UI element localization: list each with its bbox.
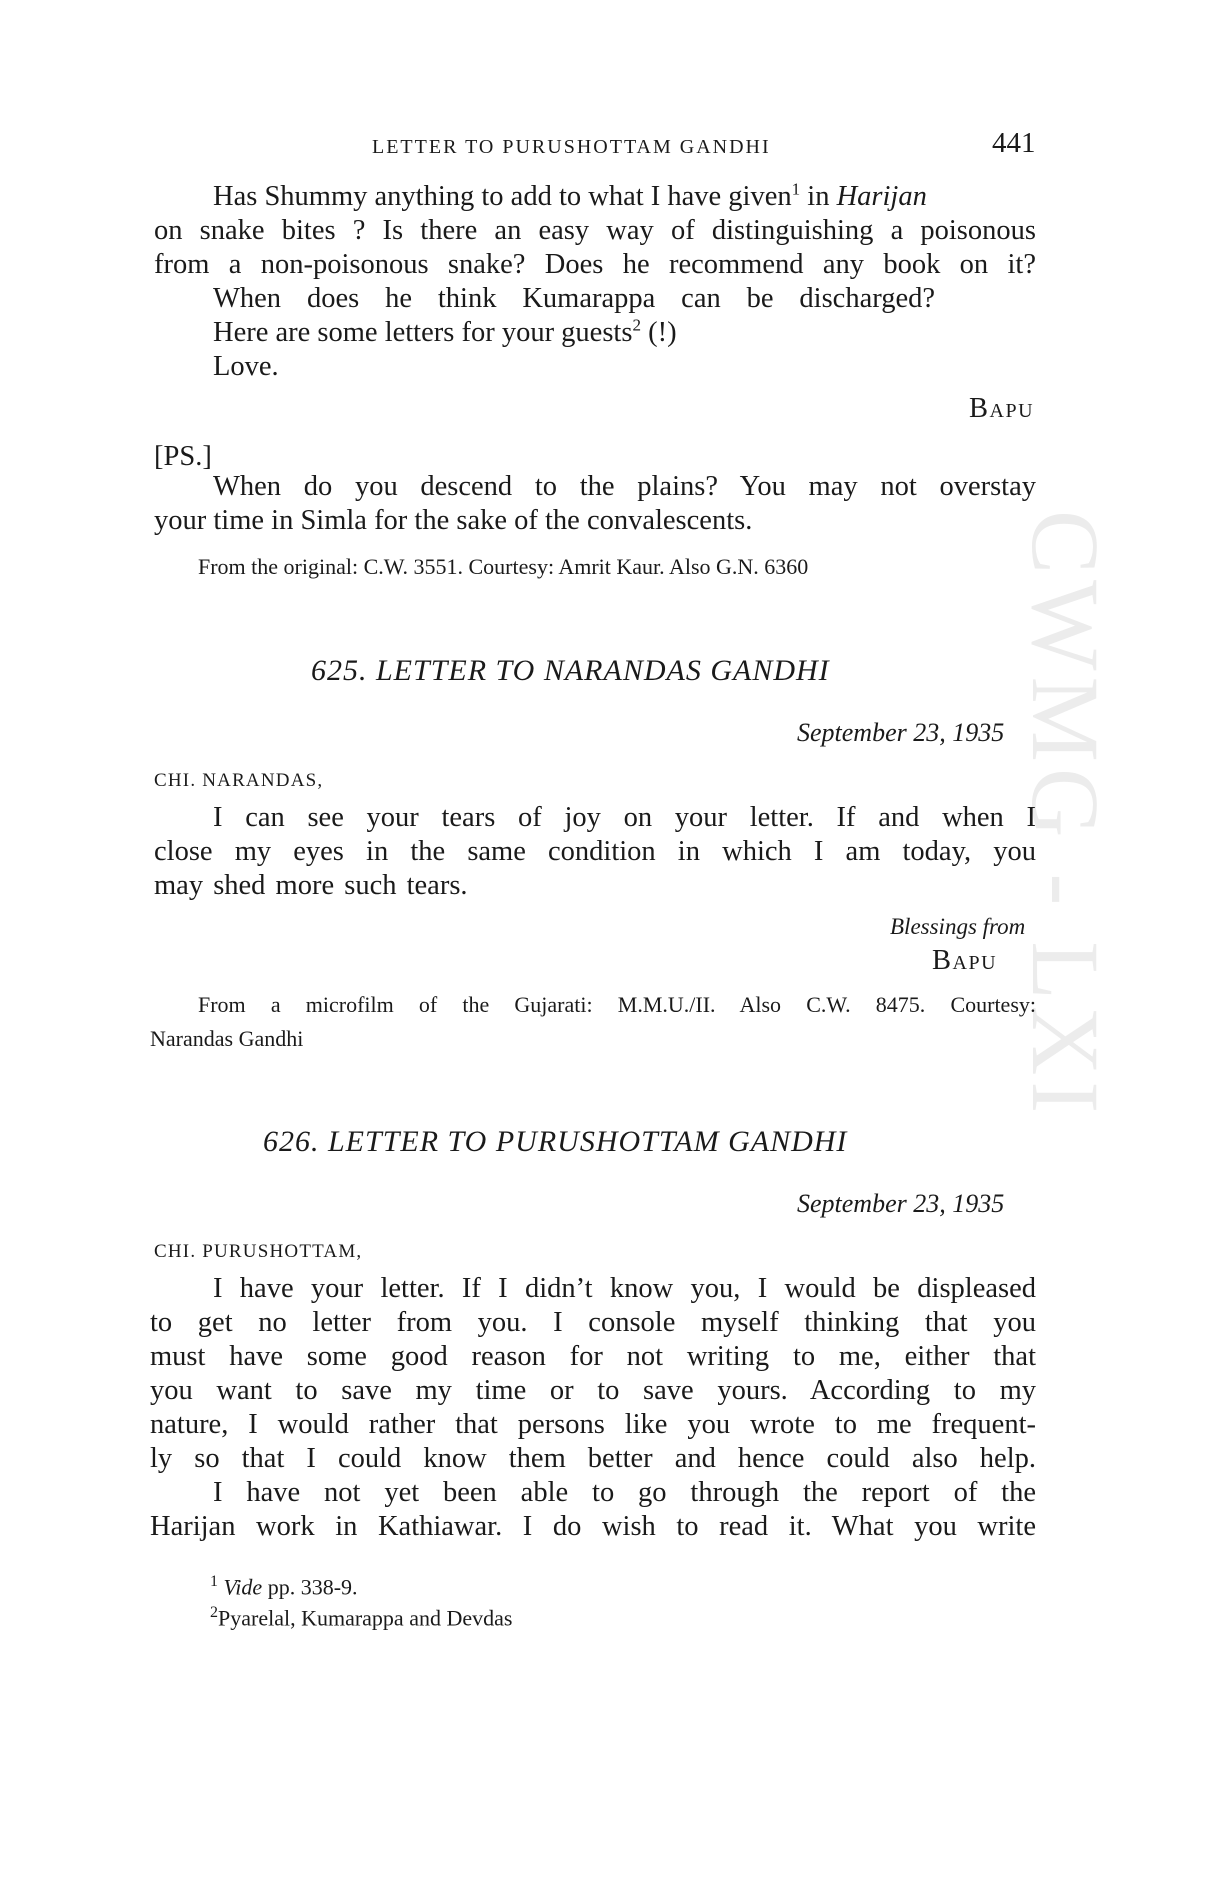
footnote: $^1$ Vide pp. 338-9. [210,1573,358,1600]
running-header: LETTER TO PURUSHOTTAM GANDHI [372,136,771,158]
footnote: $^2$Pyarelal, Kumarappa and Devdas [210,1604,513,1631]
signature: Bapu [932,945,998,976]
paragraph-line: ly so that I could know them better and hence could also help. [150,1443,1036,1474]
paragraph-line: must have some good reason for not writing to me, either that [150,1341,1036,1372]
watermark: CWMG - LXI [1012,510,1119,1120]
letter-title: 625. LETTER TO NARANDAS GANDHI [311,654,830,687]
paragraph-line: you want to save my time or to save yours. According to my [150,1375,1036,1406]
closing-line: Love. [213,351,279,382]
salutation: CHI. PURUSHOTTAM, [154,1241,363,1262]
source-note: From the original: C.W. 3551. Courtesy: Amrit Kaur. Also G.N. 6360 [198,554,809,579]
page-number: 441 [992,127,1036,159]
paragraph-line: on snake bites ? Is there an easy way of distinguishing a poisonous [154,215,1036,246]
paragraph-line: When does he think Kumarappa can be discharged? [213,283,935,314]
letter-title: 626. LETTER TO PURUSHOTTAM GANDHI [263,1125,848,1158]
paragraph-line: Here are some letters for your guests$^2$ (!) [213,315,677,348]
paragraph-line: from a non-poisonous snake? Does he recommend any book on it? [154,249,1036,280]
source-note: From a microfilm of the Gujarati: M.M.U./II. Also C.W. 8475. Courtesy: [198,992,1036,1017]
postscript-label: [PS.] [154,441,212,472]
footnote-ref: 2 [632,315,641,335]
letter-date: September 23, 1935 [797,1189,1005,1218]
letter-date: September 23, 1935 [797,718,1005,747]
paragraph-line: nature, I would rather that persons like you wrote to me frequent- [150,1409,1036,1440]
paragraph-line: I can see your tears of joy on your letter. If and when I [213,802,1036,833]
paragraph-line: to get no letter from you. I console myself thinking that you [150,1307,1036,1338]
paragraph-line: Has Shummy anything to add to what I have given$^1$ in Harijan [213,179,927,212]
source-note: Narandas Gandhi [150,1026,304,1051]
paragraph-line: Harijan work in Kathiawar. I do wish to read it. What you write [150,1511,1036,1542]
paragraph-line: I have your letter. If I didn’t know you, I would be displeased [213,1273,1036,1304]
footnote-ref: 1 [791,179,801,199]
closing: Blessings from [890,914,1026,939]
paragraph-line: may shed more such tears. [154,870,468,901]
signature: Bapu [969,393,1035,424]
paragraph-line: close my eyes in the same condition in which I am today, you [154,836,1036,867]
paragraph-line: your time in Simla for the sake of the convalescents. [154,505,753,536]
paragraph-line: I have not yet been able to go through the report of the [213,1477,1036,1508]
salutation: CHI. NARANDAS, [154,770,324,791]
paragraph-line: When do you descend to the plains? You may not overstay [213,471,1036,502]
